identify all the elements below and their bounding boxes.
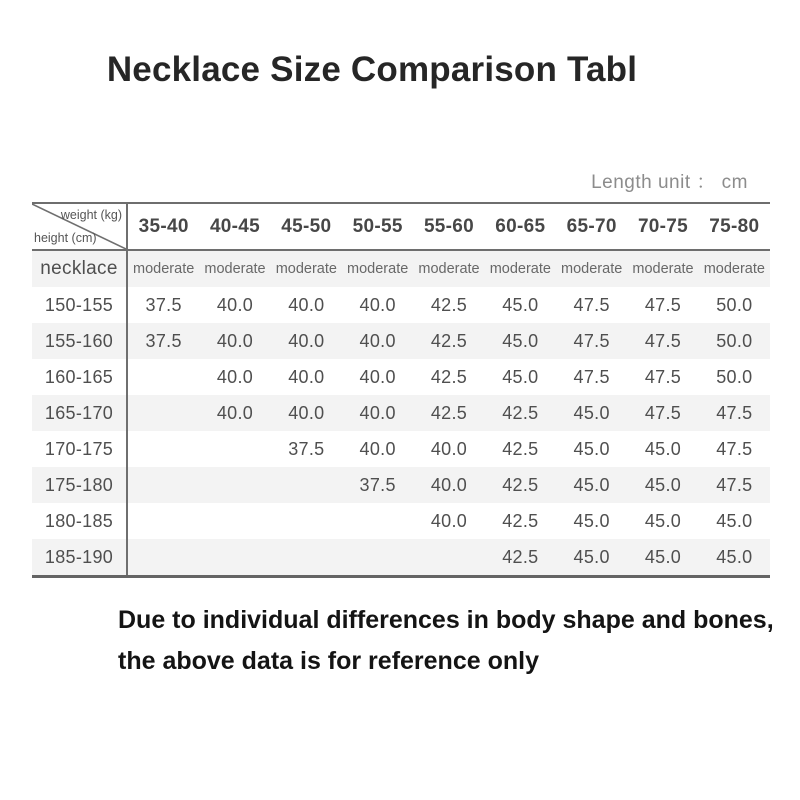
table-row [32,431,770,467]
height-row-label: 175-180 [32,467,128,503]
size-value-cell: 47.5 [716,438,753,459]
size-value-cell: 42.5 [502,438,539,459]
size-value-cell: 50.0 [716,330,753,351]
size-value-cell: 45.0 [644,546,682,567]
size-value-cell: 42.5 [502,546,539,567]
size-value-cell: 40.0 [430,474,468,495]
table-row [32,359,770,395]
table-row [32,251,770,287]
height-row-label: 155-160 [32,323,128,359]
size-value-cell: 50.0 [716,366,753,387]
size-value-cell: 45.0 [573,510,610,531]
size-value-cell: 45.0 [716,546,753,567]
size-value-cell: 45.0 [573,546,610,567]
table-body [32,251,770,575]
weight-column-header: 75-80 [709,215,760,237]
length-unit-label: Length unit ： cm [591,172,748,193]
size-value-cell: 40.0 [216,294,254,315]
size-value-cell: moderate [632,261,694,277]
size-comparison-table [32,202,770,578]
size-value-cell: 47.5 [644,366,682,387]
table-row [32,323,770,359]
table-row [32,395,770,431]
size-value-cell: 42.5 [430,294,468,315]
disclaimer-note [118,600,774,682]
height-row-label: 185-190 [32,539,128,575]
size-value-cell: 40.0 [288,402,325,423]
table-row [32,539,770,575]
size-value-cell: 40.0 [216,366,254,387]
size-value-cell: 42.5 [502,402,539,423]
size-value-cell: 45.0 [573,438,610,459]
size-value-cell: 40.0 [430,510,468,531]
size-value-cell: 42.5 [502,510,539,531]
size-value-cell: moderate [347,261,409,277]
weight-column-header: 35-40 [138,215,189,237]
weight-column-header: 50-55 [352,215,403,237]
size-value-cell: 40.0 [288,366,325,387]
size-value-cell: moderate [133,261,195,277]
size-value-cell: 40.0 [359,330,396,351]
weight-column-header: 40-45 [209,215,261,237]
size-value-cell: 47.5 [573,366,610,387]
size-value-cell: 37.5 [145,330,182,351]
size-value-cell: 42.5 [430,330,468,351]
size-value-cell: moderate [703,261,765,277]
corner-weight-label: weight (kg) [60,208,122,222]
table-row [32,503,770,539]
size-value-cell: 45.0 [573,402,610,423]
size-value-cell: 40.0 [216,330,254,351]
size-value-cell: 40.0 [359,294,396,315]
size-value-cell: 47.5 [716,474,753,495]
size-value-cell: 42.5 [430,366,468,387]
size-value-cell: 45.0 [644,510,682,531]
size-value-cell: 40.0 [359,438,396,459]
size-value-cell: moderate [275,261,337,277]
height-row-label: 160-165 [32,359,128,395]
size-value-cell: 37.5 [145,294,182,315]
size-value-cell: 37.5 [288,438,325,459]
size-value-cell: 45.0 [502,366,539,387]
size-value-cell: 40.0 [359,402,396,423]
size-value-cell: 50.0 [716,294,753,315]
height-row-label: 180-185 [32,503,128,539]
size-value-cell: 47.5 [573,330,610,351]
size-value-cell: 45.0 [502,330,539,351]
height-row-label: 150-155 [32,287,128,323]
size-value-cell: moderate [204,261,266,277]
size-value-cell: 47.5 [644,330,682,351]
size-value-cell: 40.0 [288,294,325,315]
size-value-cell: 42.5 [430,402,468,423]
corner-height-label: height (cm) [34,231,97,245]
height-row-label: necklace [32,251,128,287]
table-row [32,467,770,503]
size-value-cell: 45.0 [716,510,753,531]
note-line-1: Due to individual differences in body shape and bones, [118,606,774,634]
weight-column-header: 55-60 [423,215,475,237]
size-value-cell: 45.0 [573,474,610,495]
height-row-label: 170-175 [32,431,128,467]
size-value-cell: 40.0 [288,330,325,351]
size-value-cell: 45.0 [502,294,539,315]
size-value-cell: 40.0 [359,366,396,387]
note-line-2: the above data is for reference only [118,647,539,675]
weight-column-header: 65-70 [566,215,617,237]
size-value-cell: 47.5 [573,294,610,315]
size-value-cell: moderate [489,261,551,277]
size-value-cell: moderate [418,261,480,277]
size-value-cell: moderate [561,261,623,277]
size-value-cell: 42.5 [502,474,539,495]
size-value-cell: 45.0 [644,438,682,459]
height-row-label: 165-170 [32,395,128,431]
size-value-cell: 47.5 [644,294,682,315]
table-header-row [32,204,770,251]
page-title: Necklace Size Comparison Tabl [106,50,638,89]
size-value-cell: 37.5 [359,474,396,495]
weight-column-header: 60-65 [495,215,546,237]
size-value-cell: 40.0 [216,402,254,423]
corner-cell [32,204,128,249]
size-value-cell: 47.5 [644,402,682,423]
weight-column-header: 70-75 [637,215,689,237]
size-value-cell: 40.0 [430,438,468,459]
table-row [32,287,770,323]
size-value-cell: 47.5 [716,402,753,423]
size-value-cell: 45.0 [644,474,682,495]
weight-column-header: 45-50 [281,215,332,237]
